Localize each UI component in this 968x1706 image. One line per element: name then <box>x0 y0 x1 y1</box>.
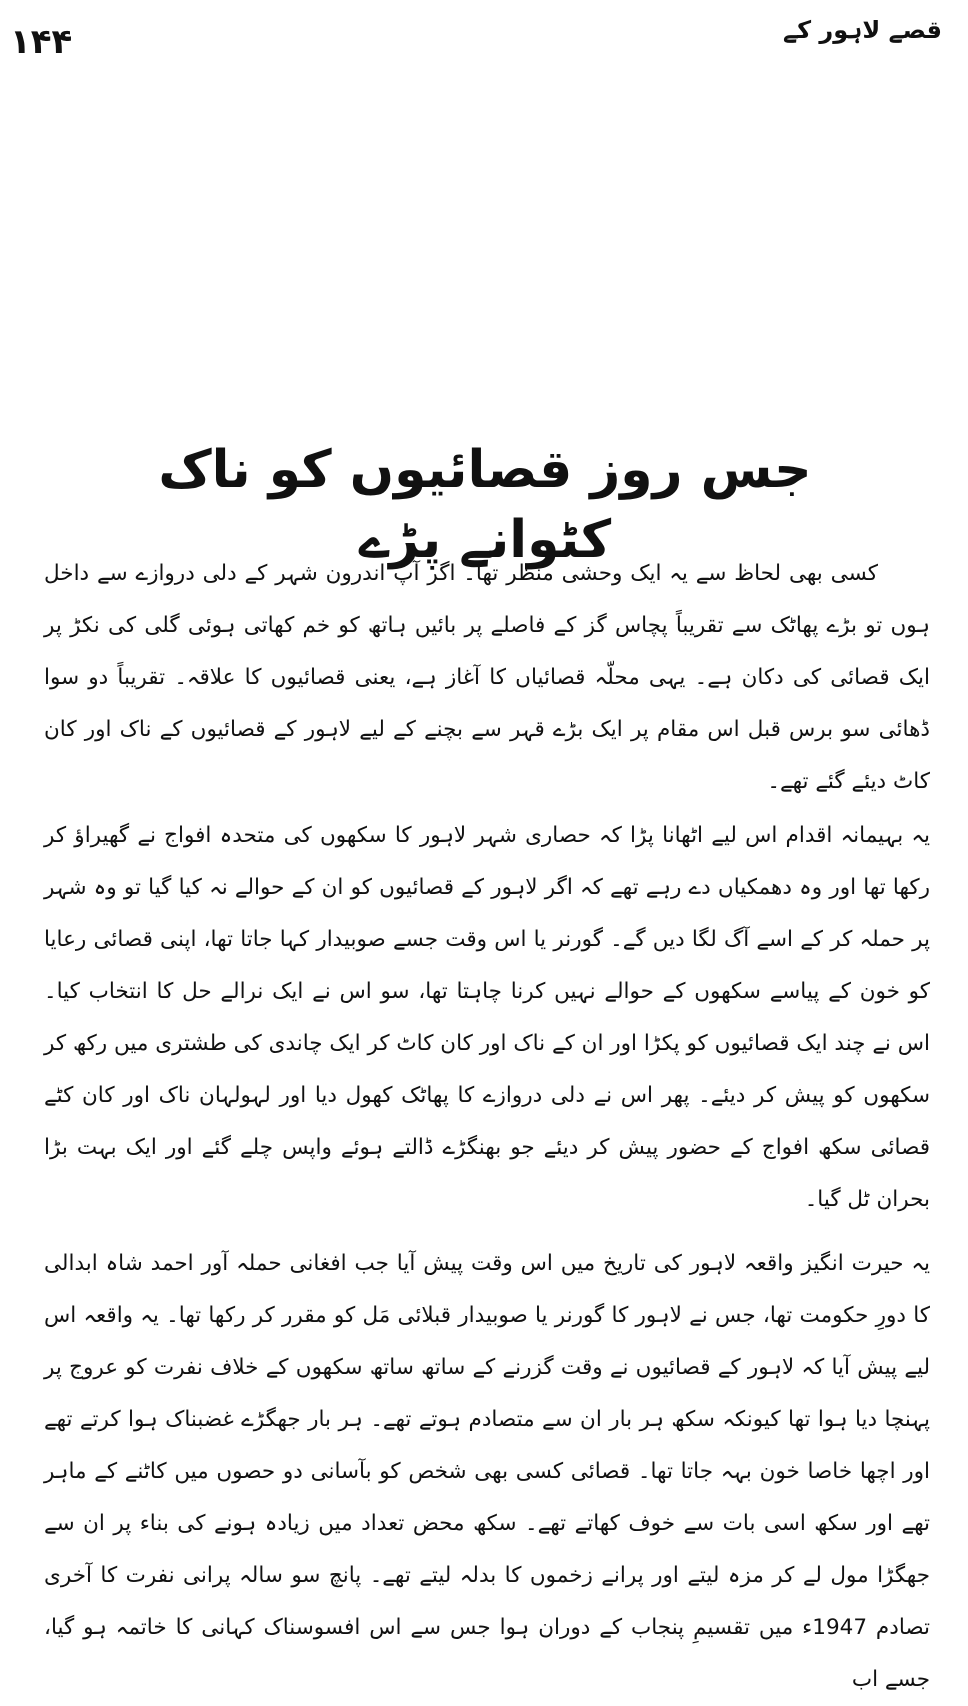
body-text <box>44 548 930 1706</box>
chapter-title: جس روز قصائیوں کو ناک کٹوانے پڑے <box>158 439 812 570</box>
paragraph-3: یہ حیرت انگیز واقعہ لاہور کی تاریخ میں اس وقت پیش آیا جب افغانی حملہ آور احمد شاہ ابدالی کا دورِ حکومت تھا، جس نے لاہور کا گورنر یا صوبیدار قبلائی مَل کو مقرر کر رکھا تھا۔ یہ واقعہ اس لیے پیش آیا کہ لاہور کے قصائیوں نے وقت گزرنے کے ساتھ ساتھ سکھوں کے خلاف نفرت کو عروج پر پہنچا دیا ہوا تھا کیونکہ سکھ ہر بار ان سے متصادم ہوتے تھے۔ ہر بار جھگڑے غضبناک ہوا کرتے تھے اور اچھا خاصا خون بہہ جاتا تھا۔ قصائی کسی بھی شخص کو بآسانی دو حصوں میں کاٹنے کے ماہر تھے اور سکھ اسی بات سے خوف کھاتے تھے۔ سکھ محض تعداد میں زیادہ ہونے کی بناء پر ان سے جھگڑا مول لے کر مزہ لیتے اور پرانے زخموں کا بدلہ لیتے تھے۔ پانچ سو سالہ پرانی نفرت کا آخری تصادم 1947ء میں تقسیمِ پنجاب کے دوران ہوا جس سے اس افسوسناک کہانی کا خاتمہ ہو گیا، جسے اب <box>44 1251 930 1692</box>
page-number: ۱۴۴ <box>10 22 73 62</box>
paragraph-2: یہ بہیمانہ اقدام اس لیے اٹھانا پڑا کہ حصاری شہر لاہور کا سکھوں کی متحدہ افواج نے گھیراؤ کر رکھا تھا اور وہ دھمکیاں دے رہے تھے کہ اگر لاہور کے قصائیوں کو ان کے حوالے نہ کیا گیا تو وہ شہر پر حملہ کر کے اسے آگ لگا دیں گے۔ گورنر یا اس وقت جسے صوبیدار کہا جاتا تھا، اپنی قصائی رعایا کو خون کے پیاسے سکھوں کے حوالے نہیں کرنا چاہتا تھا، سو اس نے ایک نرالے حل کا انتخاب کیا۔ اس نے چند ایک قصائیوں کو پکڑا اور ان کے ناک اور کان کاٹ کر ایک چاندی کی طشتری میں رکھ کر سکھوں کو پیش کر دیئے۔ پھر اس نے دلی دروازے کا پھاٹک کھول دیا اور لہولہان ناک اور کان کٹے قصائی سکھ افواج کے حضور پیش کر دیئے جو بھنگڑے ڈالتے ہوئے واپس چلے گئے اور ایک بہت بڑا بحران ٹل گیا۔ <box>44 823 930 1212</box>
running-head: قصے لاہور کے <box>783 16 942 44</box>
paragraph-1: کسی بھی لحاظ سے یہ ایک وحشی منظر تھا۔ اگر آپ اندرون شہر کے دلی دروازے سے داخل ہوں تو بڑے پھاٹک سے تقریباً پچاس گز کے فاصلے پر بائیں ہاتھ کو خم کھاتی ہوئی گلی کی نکڑ پر ایک قصائی کی دکان ہے۔ یہی محلّہ قصائیاں کا آغاز ہے، یعنی قصائیوں کا علاقہ۔ تقریباً دو سوا ڈھائی سو برس قبل اس مقام پر ایک بڑے قہر سے بچنے کے لیے لاہور کے قصائیوں کے ناک اور کان کاٹ دیئے گئے تھے۔ <box>44 561 930 794</box>
